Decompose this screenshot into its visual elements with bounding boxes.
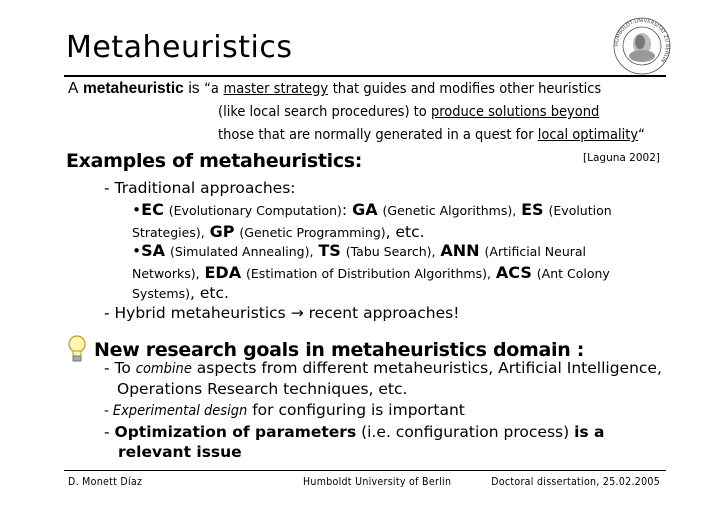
page-title: Metaheuristics	[66, 30, 293, 65]
right-arrow-icon: →	[290, 304, 304, 322]
bullet-sa-line-1: •SA (Simulated Annealing), TS (Tabu Search), ANN (Artificial Neural	[132, 241, 587, 260]
seal-ring-text: HUMBOLDT-UNIVERSITÄT ZU BERLIN	[613, 17, 671, 64]
university-seal-logo	[612, 16, 672, 76]
footer-event: Doctoral dissertation, 25.02.2005	[491, 476, 660, 488]
bullet-sa-line-3: Systems), etc.	[132, 284, 229, 302]
hybrid-metaheuristics: - Hybrid metaheuristics → recent approaches!	[104, 304, 460, 322]
bullet-ec-line-1: •EC (Evolutionary Computation): GA (Genetic Algorithms), ES (Evolution	[132, 200, 612, 219]
goal-combine-line-1: - To combine aspects from different metaheuristics, Artificial Intelligence,	[104, 359, 662, 377]
examples-heading: Examples of metaheuristics:	[66, 150, 363, 172]
citation: [Laguna 2002]	[583, 152, 660, 164]
goal-optimization-line-1: - Optimization of parameters (i.e. configuration process) is a	[104, 423, 605, 441]
definition-term: metaheuristic	[82, 80, 184, 97]
research-goals-heading: New research goals in metaheuristics domain :	[94, 339, 585, 361]
traditional-approaches: - Traditional approaches:	[104, 179, 296, 197]
goal-experimental-design: - Experimental design for configuring is important	[104, 401, 465, 419]
footer-author: D. Monett Díaz	[68, 476, 143, 488]
footer-rule	[64, 470, 666, 471]
bullet-ec-line-2: Strategies), GP (Genetic Programming), etc.	[132, 222, 425, 241]
definition-line-3: those that are normally generated in a quest for local optimality“	[218, 127, 645, 143]
footer-university: Humboldt University of Berlin	[303, 476, 452, 488]
lightbulb-icon	[66, 334, 88, 364]
definition-line-1: A metaheuristic is “a master strategy that guides and modifies other heuristics	[68, 80, 602, 97]
goal-combine-line-2: Operations Research techniques, etc.	[117, 380, 408, 398]
title-underline	[64, 75, 666, 77]
bullet-sa-line-2: Networks), EDA (Estimation of Distribution Algorithms), ACS (Ant Colony	[132, 263, 610, 282]
goal-optimization-line-2: relevant issue	[118, 443, 242, 461]
definition-line-2: (like local search procedures) to produce solutions beyond	[218, 104, 600, 120]
